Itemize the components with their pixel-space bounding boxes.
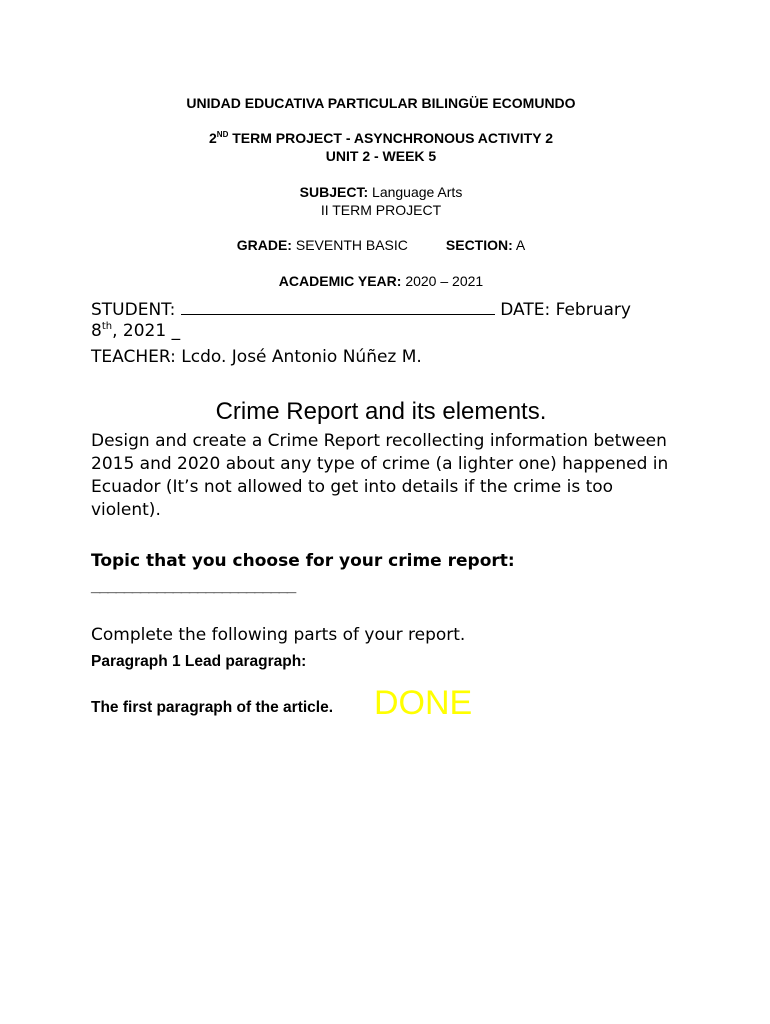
topic-prompt (91, 550, 515, 573)
student-label: STUDENT: (91, 300, 181, 320)
student-date-line (91, 297, 631, 321)
term-project-text: TERM PROJECT - ASYNCHRONOUS ACTIVITY 2 (228, 130, 553, 146)
grade-value: SEVENTH BASIC (291, 237, 408, 253)
date-continuation-line (91, 320, 180, 345)
project-line (0, 201, 762, 219)
year-value: 2020 – 2021 (401, 273, 484, 289)
school-name (0, 94, 762, 112)
done-label (374, 684, 472, 722)
paragraph1-description (91, 698, 333, 718)
complete-parts-line (91, 624, 465, 647)
teacher-text: TEACHER: Lcdo. José Antonio Núñez M. (91, 347, 422, 367)
intro-text: Design and create a Crime Report recollecting information between 2015 and 2020 about any type of crime (a lighter one) happened in Ecuador (It’s not allowed to get into details if the crime is too violent). (91, 431, 669, 520)
academic-year-line (0, 272, 762, 290)
document-title-text: Crime Report and its elements. (215, 398, 547, 425)
topic-blank-line: _________________________ (91, 576, 295, 595)
topic-blank[interactable] (91, 574, 295, 597)
paragraph1-heading-text: Paragraph 1 Lead paragraph: (91, 653, 307, 670)
unit-week-text: UNIT 2 - WEEK 5 (325, 148, 437, 164)
section-value: A (512, 237, 526, 253)
subject-label: SUBJECT: (299, 184, 369, 200)
grade-section-line (0, 236, 762, 254)
term-superscript: ND (216, 130, 229, 139)
student-name-blank[interactable] (181, 297, 495, 315)
school-name-text: UNIDAD EDUCATIVA PARTICULAR BILINGÜE ECOMUNDO (186, 95, 576, 111)
intro-paragraph (91, 430, 681, 522)
done-label-text: DONE (374, 684, 473, 722)
date-day: 8 (91, 321, 102, 341)
subject-value: Language Arts (368, 184, 463, 200)
teacher-line (91, 346, 422, 368)
project-text: II TERM PROJECT (320, 202, 442, 218)
date-superscript: th (101, 321, 113, 332)
date-text: DATE: February (494, 300, 631, 320)
unit-week-line (0, 147, 762, 165)
complete-parts-text: Complete the following parts of your report. (91, 625, 466, 645)
paragraph1-description-text: The first paragraph of the article. (91, 699, 334, 716)
document-title (0, 397, 762, 427)
term-number: 2 (209, 130, 217, 146)
section-label: SECTION: (445, 237, 513, 253)
grade-label: GRADE: (236, 237, 292, 253)
subject-line (0, 183, 762, 201)
year-label: ACADEMIC YEAR: (278, 273, 402, 289)
paragraph1-heading (91, 652, 306, 672)
date-rest: , 2021 _ (112, 321, 181, 341)
topic-prompt-text: Topic that you choose for your crime report: (91, 551, 515, 571)
